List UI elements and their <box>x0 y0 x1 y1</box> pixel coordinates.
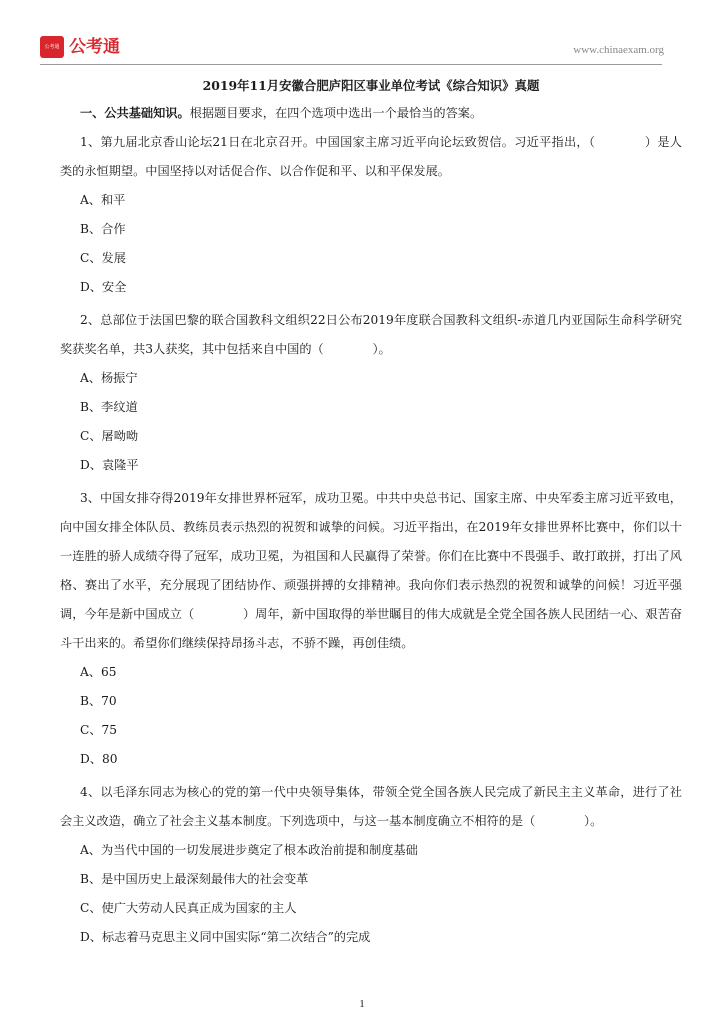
page-number: 1 <box>359 998 365 1010</box>
brand-logo-icon: 公考通 <box>40 36 64 58</box>
question-3-option-a: A、65 <box>80 665 117 679</box>
question-stem-2: 2、总部位于法国巴黎的联合国教科文组织22日公布2019年度联合国教科文组织-赤道几内亚国际生命科学研究奖获奖名单，共3人获奖，其中包括来自中国的（ ）。 <box>60 313 682 356</box>
question-4-option-c: C、使广大劳动人民真正成为国家的主人 <box>80 901 297 915</box>
section-heading <box>80 102 682 124</box>
question-1-option-b: B、合作 <box>80 222 126 236</box>
question-1-option-d: D、安全 <box>80 280 127 294</box>
question-2-option-a: A、杨振宁 <box>80 371 138 385</box>
question-stem-1: 1、第九届北京香山论坛21日在北京召开。中国国家主席习近平向论坛致贺信。习近平指出，（ ）是人类的永恒期望。中国坚持以对话促合作、以合作促和平、以和平保发展。 <box>60 135 682 178</box>
question-1-option-c: C、发展 <box>80 251 126 265</box>
question-4-option-b: B、是中国历史上最深刻最伟大的社会变革 <box>80 872 309 886</box>
question-4-option-d: D、标志着马克思主义同中国实际“第二次结合”的完成 <box>80 930 371 944</box>
question-3-option-d: D、80 <box>80 752 118 766</box>
section-instruction: 根据题目要求，在四个选项中选出一个最恰当的答案。 <box>189 106 483 120</box>
document-body <box>60 76 682 952</box>
brand-name: 公考通 <box>69 37 120 57</box>
header-divider <box>40 64 662 65</box>
question-4-option-a: A、为当代中国的一切发展进步奠定了根本政治前提和制度基础 <box>80 843 418 857</box>
question-2-option-b: B、李纹道 <box>80 400 138 414</box>
question-2-option-d: D、袁隆平 <box>80 458 139 472</box>
question-1-option-a: A、和平 <box>80 193 126 207</box>
page-header <box>40 34 664 64</box>
question-stem-3: 3、中国女排夺得2019年女排世界杯冠军，成功卫冕。中共中央总书记、国家主席、中央军委主席习近平致电，向中国女排全体队员、教练员表示热烈的祝贺和诚挚的问候。习近平指出，在2019年女排世界杯比赛中，你们以十一连胜的骄人成绩夺得了冠军，成功卫冕，为祖国和人民赢得了荣誉。你们在比赛中不畏强手、敢打敢拼，打出了风格、赛出了水平，充分展现了团结协作、顽强拼搏的女排精神。我向你们表示热烈的祝贺和诚挚的问候！习近平强调，今年是新中国成立（ ）周年，新中国取得的举世瞩目的伟大成就是全党全国各族人民团结一心、艰苦奋斗干出来的。希望你们继续保持昂扬斗志，不骄不躁，再创佳绩。 <box>60 491 682 650</box>
question-3-option-b: B、70 <box>80 694 117 708</box>
question-stem-4: 4、以毛泽东同志为核心的党的第一代中央领导集体，带领全党全国各族人民完成了新民主主义革命，进行了社会主义改造，确立了社会主义基本制度。下列选项中，与这一基本制度确立不相符的是（ ）。 <box>60 785 682 828</box>
document-title: 2019年11月安徽合肥庐阳区事业单位考试《综合知识》真题 <box>202 78 540 93</box>
site-url: www.chinaexam.org <box>573 44 664 56</box>
question-3-option-c: C、75 <box>80 723 118 737</box>
question-2-option-c: C、屠呦呦 <box>80 429 139 443</box>
section-heading-label: 一、公共基础知识。 <box>80 106 190 120</box>
